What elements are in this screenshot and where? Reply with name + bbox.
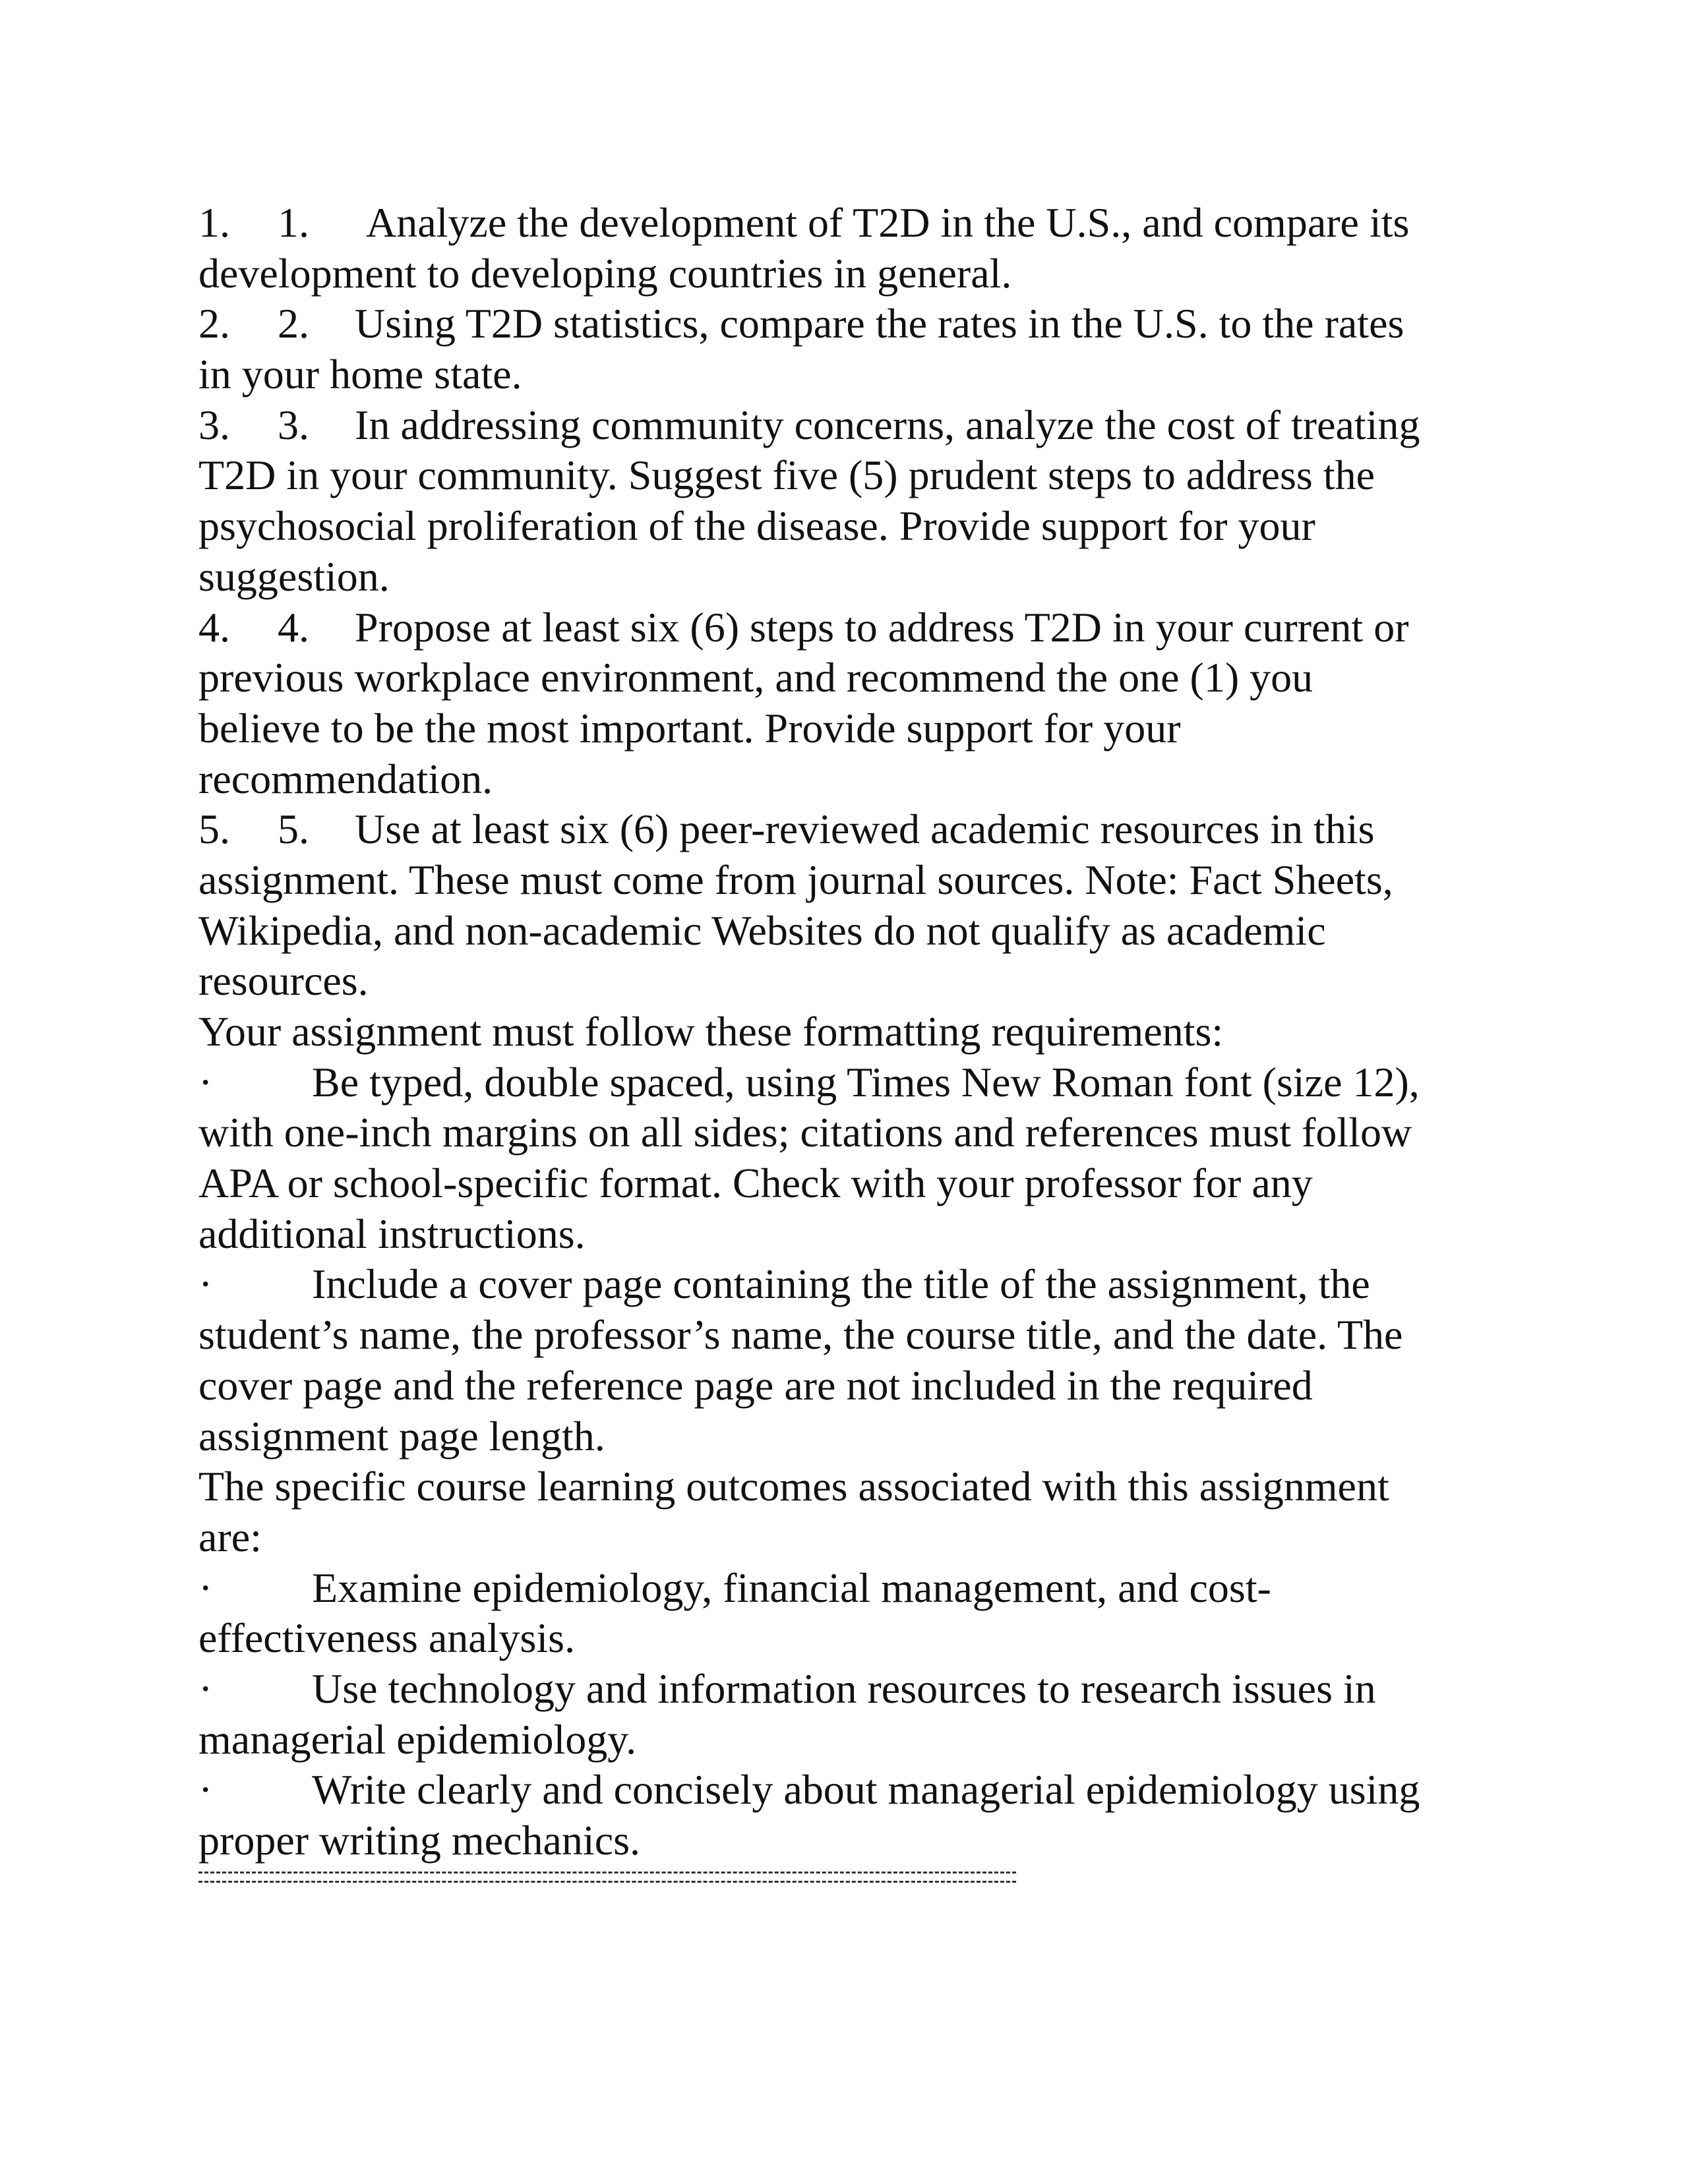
item-text-line: assignment. These must come from journal sources. Note: Fact Sheets, [198,856,1393,903]
formatting-bullet-2 [198,1259,1491,1461]
bullet-first-line [198,1664,1491,1715]
numbered-item-3 [198,400,1491,603]
bullet-text-line: proper writing mechanics. [198,1817,640,1864]
item-first-line [198,400,1491,451]
separator-line-top [198,1872,1016,1874]
bullet-text-line: additional instructions. [198,1210,586,1257]
item-text-line: T2D in your community. Suggest five (5) prudent steps to address the [198,452,1375,499]
item-text-line: Propose at least six (6) steps to address T2D in your current or [355,603,1409,651]
bullet-first-line [198,1259,1491,1310]
item-number-inner: 5. [278,806,309,853]
bullet-dot-icon: · [198,1058,213,1106]
bullet-text-line: Use technology and information resources to research issues in [312,1665,1376,1712]
outcomes-intro-line: are: [198,1513,262,1560]
bullet-first-line [198,1563,1491,1614]
numbered-item-1 [198,198,1491,299]
bullet-dot-icon: · [198,1564,213,1611]
bullet-text-line: effectiveness analysis. [198,1614,576,1662]
item-text-line: suggestion. [198,552,390,600]
bullet-text-line: Be typed, double spaced, using Times New Roman font (size 12), [312,1058,1420,1106]
bullet-dot-icon: · [198,1260,213,1308]
bullet-text-line: with one-inch margins on all sides; citations and references must follow [198,1109,1412,1156]
item-text-line: In addressing community concerns, analyze the cost of treating [355,401,1420,448]
item-number-inner: 1. [278,199,309,246]
bullet-text-line: cover page and the reference page are not included in the required [198,1361,1313,1409]
numbered-item-4 [198,603,1491,805]
bullet-dot-icon: · [198,1665,213,1712]
item-text-line: recommendation. [198,755,493,802]
bullet-first-line [198,1057,1491,1108]
item-text-line: believe to be the most important. Provide support for your [198,704,1181,752]
item-first-line [198,198,1491,249]
outcomes-intro-line: The specific course learning outcomes associated with this assignment [198,1463,1389,1510]
bullet-text-line: Include a cover page containing the title of the assignment, the [312,1260,1370,1308]
item-number-outer: 5. [198,806,230,853]
item-number-inner: 3. [278,401,309,448]
document-body [198,198,1491,1889]
numbered-item-2 [198,299,1491,399]
item-number-inner: 2. [278,300,309,347]
outcome-bullet-3 [198,1765,1491,1866]
item-text-line: psychosocial proliferation of the disease. Provide support for your [198,502,1315,550]
formatting-bullet-1 [198,1057,1491,1260]
bullet-text-line: student’s name, the professor’s name, the course title, and the date. The [198,1311,1403,1359]
item-text-line: in your home state. [198,351,522,398]
item-number-outer: 3. [198,401,230,448]
bullet-text-line: APA or school-specific format. Check with your professor for any [198,1160,1313,1207]
numbered-item-5 [198,804,1491,1007]
item-text-line: resources. [198,957,369,1005]
item-text-line: development to developing countries in general. [198,249,1012,297]
bullet-text-line: Write clearly and concisely about managerial epidemiology using [312,1766,1420,1814]
item-first-line [198,299,1491,349]
bullet-dot-icon: · [198,1766,213,1814]
item-text-line: previous workplace environment, and recommend the one (1) you [198,654,1313,701]
item-first-line [198,804,1491,855]
item-text-line: Wikipedia, and non-academic Websites do not qualify as academic [198,906,1326,954]
outcome-bullet-1 [198,1563,1491,1664]
outcome-bullet-2 [198,1664,1491,1765]
separator-line-bottom [198,1881,1016,1883]
item-number-outer: 1. [198,199,230,246]
item-number-outer: 4. [198,603,230,651]
item-number-inner: 4. [278,603,309,651]
item-text-line: Use at least six (6) peer-reviewed academic resources in this [355,806,1375,853]
separator-rule [198,1869,1016,1889]
formatting-intro: Your assignment must follow these formatting requirements: [198,1008,1224,1055]
item-text-line: Analyze the development of T2D in the U.S., and compare its [366,199,1410,246]
item-number-outer: 2. [198,300,230,347]
item-text-line: Using T2D statistics, compare the rates in the U.S. to the rates [355,300,1404,347]
item-first-line [198,603,1491,653]
bullet-text-line: managerial epidemiology. [198,1715,637,1763]
bullet-text-line: Examine epidemiology, financial management, and cost- [312,1564,1271,1611]
outcomes-intro [198,1461,1491,1562]
bullet-first-line [198,1765,1491,1815]
bullet-text-line: assignment page length. [198,1412,605,1460]
